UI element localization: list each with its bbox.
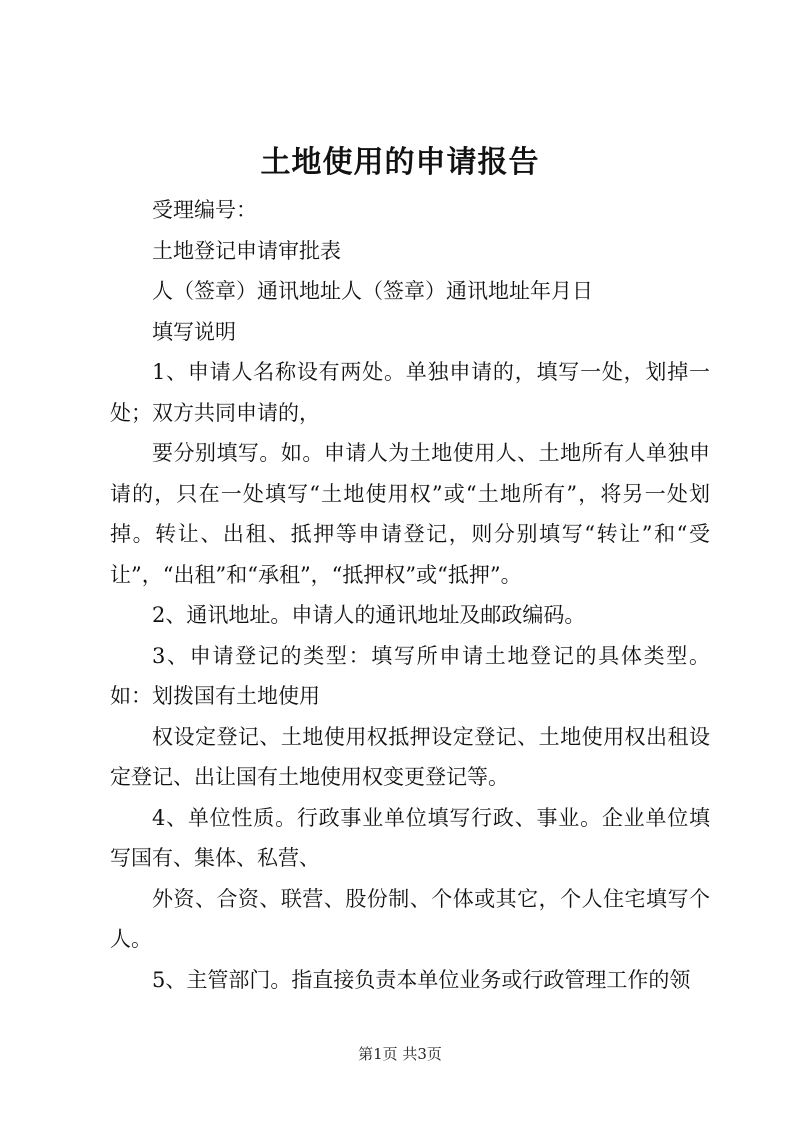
paragraph-signature-address: 人（签章）通讯地址人（签章）通讯地址年月日: [152, 279, 593, 303]
document-title: 土地使用的申请报告: [260, 145, 540, 180]
paragraph-form-title: 土地登记申请审批表: [152, 238, 341, 263]
document-body: [110, 190, 710, 1000]
paragraph-item-3-continued: 权设定登记、土地使用权抵押设定登记、土地使用权出租设定登记、出让国有土地使用权变更登记等。: [110, 724, 710, 789]
paragraph-acceptance-number: 受理编号：: [152, 198, 257, 222]
paragraph-item-2: 2、通讯地址。申请人的通讯地址及邮政编码。: [152, 603, 586, 627]
paragraph-item-5: 5、主管部门。指直接负责本单位业务或行政管理工作的领: [152, 967, 691, 992]
paragraph-item-4: 4、单位性质。行政事业单位填写行政、事业。企业单位填写国有、集体、私营、: [110, 805, 710, 870]
paragraph-item-4-continued: 外资、合资、联营、股份制、个体或其它，个人住宅填写个人。: [110, 886, 710, 951]
paragraph-item-3: 3、申请登记的类型：填写所申请土地登记的具体类型。如：划拨国有土地使用: [110, 643, 710, 708]
paragraph-instructions-heading: 填写说明: [152, 319, 236, 344]
paragraph-item-1: 1、申请人名称设有两处。单独申请的，填写一处，划掉一处；双方共同申请的，: [110, 360, 710, 425]
paragraph-item-1-continued: 要分别填写。如。申请人为土地使用人、土地所有人单独申请的，只在一处填写“土地使用权”或“土地所有”，将另一处划掉。转让、出租、抵押等申请登记，则分别填写“转让”和“受让”，“出租”和“承租”，“抵押权”或“抵押”。: [110, 441, 710, 587]
page-number-footer: 第1页 共3页: [358, 1045, 442, 1063]
